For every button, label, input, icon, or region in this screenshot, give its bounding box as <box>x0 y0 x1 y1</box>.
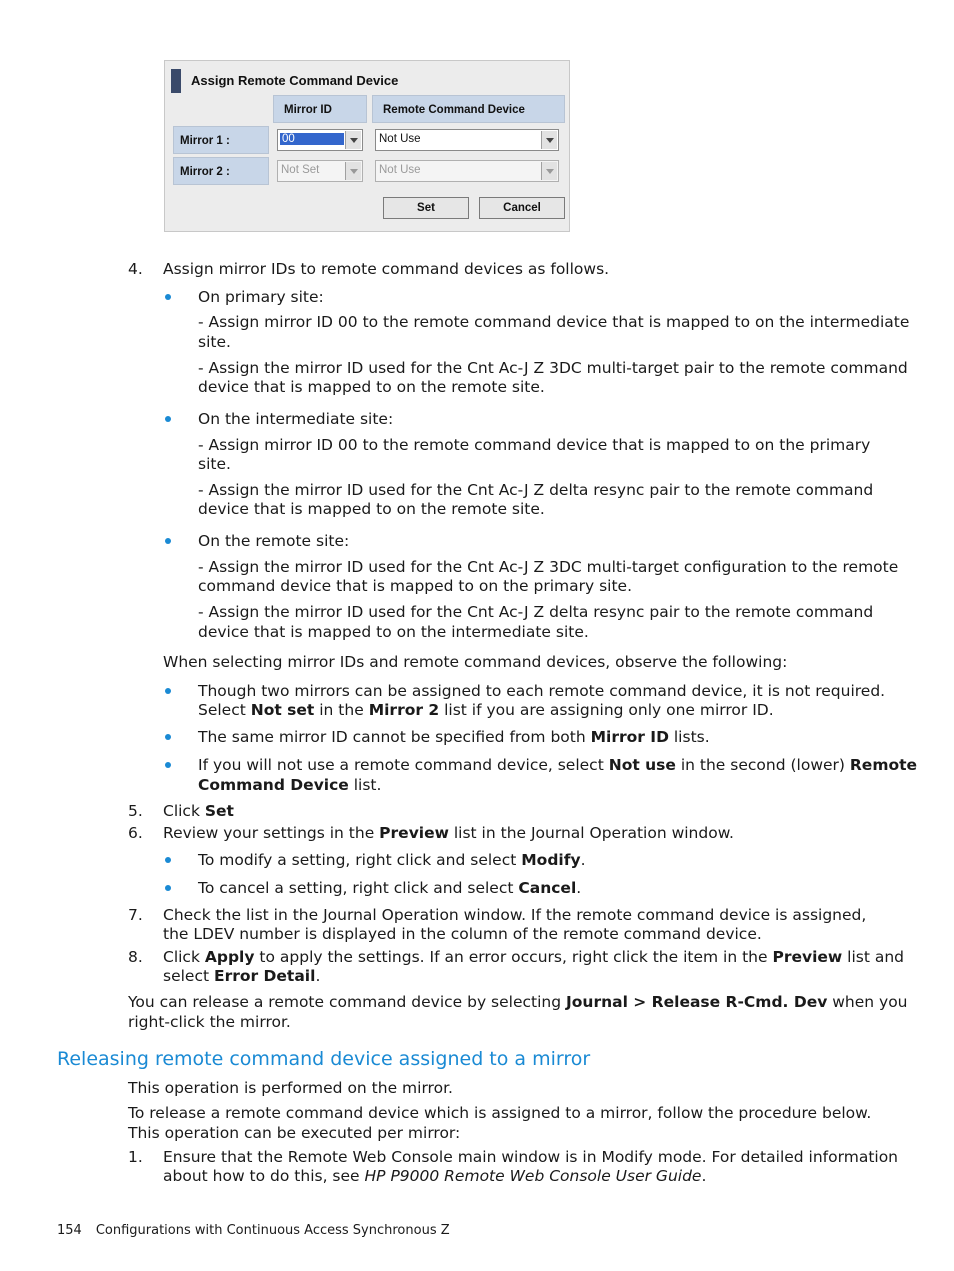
step-text: Review your settings in the Preview list in the Journal Operation window. <box>163 824 734 842</box>
remote-command-device-column-header: Remote Command Device <box>372 95 565 123</box>
bullet-icon <box>165 538 171 544</box>
bullet-icon <box>165 294 171 300</box>
mirror-2-mirror-id-value: Not Set <box>281 164 320 176</box>
paragraph-line: site. <box>198 455 231 473</box>
paragraph-line: You can release a remote command device by selecting Journal > Release R-Cmd. Dev when you <box>128 993 908 1011</box>
step-number: 1. <box>128 1148 143 1166</box>
bullet-icon <box>165 762 171 768</box>
bullet-text-continued: Select Not set in the Mirror 2 list if you are assigning only one mirror ID. <box>198 701 774 719</box>
step-number: 8. <box>128 948 143 966</box>
bullet-text: On primary site: <box>198 288 324 306</box>
bullet-text: To modify a setting, right click and select Modify. <box>198 851 586 869</box>
page-footer <box>57 1223 450 1238</box>
step-number: 6. <box>128 824 143 842</box>
paragraph-line: device that is mapped to on the intermediate site. <box>198 623 589 641</box>
paragraph-line: device that is mapped to on the remote site. <box>198 378 545 396</box>
paragraph-line: - Assign the mirror ID used for the Cnt Ac-J Z 3DC multi-target pair to the remote command <box>198 359 908 377</box>
mirror-1-mirror-id-value: 00 <box>280 133 344 145</box>
mirror-1-mirror-id-select[interactable] <box>277 129 363 151</box>
step-text: Ensure that the Remote Web Console main window is in Modify mode. For detailed information <box>163 1148 899 1166</box>
paragraph-line: This operation can be executed per mirror: <box>128 1124 461 1142</box>
bullet-icon <box>165 857 171 863</box>
page-number: 154 <box>57 1223 82 1238</box>
paragraph-line: - Assign mirror ID 00 to the remote command device that is mapped to on the primary <box>198 436 871 454</box>
chapter-title: Configurations with Continuous Access Synchronous Z <box>95 1223 450 1238</box>
paragraph-line: When selecting mirror IDs and remote command devices, observe the following: <box>163 653 788 671</box>
mirror-2-label: Mirror 2 : <box>173 157 269 185</box>
mirror-2-remote-command-device-select[interactable] <box>375 160 559 182</box>
chevron-down-icon[interactable] <box>345 131 361 149</box>
paragraph-line: - Assign mirror ID 00 to the remote command device that is mapped to on the intermediate <box>198 313 910 331</box>
bullet-icon <box>165 688 171 694</box>
mirror-id-column-header: Mirror ID <box>273 95 367 123</box>
bullet-text: The same mirror ID cannot be specified from both Mirror ID lists. <box>198 728 710 746</box>
set-button[interactable]: Set <box>383 197 469 219</box>
bullet-text: On the intermediate site: <box>198 410 394 428</box>
step-text-continued: the LDEV number is displayed in the column of the remote command device. <box>163 925 762 943</box>
step-text-continued: select Error Detail. <box>163 967 321 985</box>
paragraph-line: - Assign the mirror ID used for the Cnt Ac-J Z 3DC multi-target configuration to the remote <box>198 558 899 576</box>
step-text-continued: about how to do this, see HP P9000 Remote Web Console User Guide. <box>163 1167 707 1185</box>
step-text: Click Set <box>163 802 234 820</box>
step-number: 4. <box>128 260 143 278</box>
paragraph-line: right-click the mirror. <box>128 1013 291 1031</box>
step-text: Click Apply to apply the settings. If an error occurs, right click the item in the Preview list and <box>163 948 905 966</box>
chevron-down-icon[interactable] <box>541 131 557 149</box>
step-number: 7. <box>128 906 143 924</box>
paragraph-line: This operation is performed on the mirror. <box>128 1079 453 1097</box>
bullet-icon <box>165 734 171 740</box>
step-text: Check the list in the Journal Operation window. If the remote command device is assigned, <box>163 906 867 924</box>
paragraph-line: - Assign the mirror ID used for the Cnt Ac-J Z delta resync pair to the remote command <box>198 481 874 499</box>
cancel-button[interactable]: Cancel <box>479 197 565 219</box>
assign-remote-command-device-dialog <box>164 60 570 232</box>
bullet-text: To cancel a setting, right click and select Cancel. <box>198 879 582 897</box>
mirror-2-remote-value: Not Use <box>379 164 421 176</box>
chevron-down-icon[interactable] <box>345 162 361 180</box>
bullet-text-continued: Command Device list. <box>198 776 382 794</box>
chevron-down-icon[interactable] <box>541 162 557 180</box>
bullet-text: On the remote site: <box>198 532 350 550</box>
bullet-text: Though two mirrors can be assigned to each remote command device, it is not required. <box>198 682 886 700</box>
paragraph-line: To release a remote command device which is assigned to a mirror, follow the procedure below. <box>128 1104 872 1122</box>
paragraph-line: device that is mapped to on the remote site. <box>198 500 545 518</box>
step-number: 5. <box>128 802 143 820</box>
dialog-title: Assign Remote Command Device <box>191 73 399 88</box>
bullet-icon <box>165 416 171 422</box>
bullet-icon <box>165 885 171 891</box>
paragraph-line: site. <box>198 333 231 351</box>
step-text: Assign mirror IDs to remote command devices as follows. <box>163 260 610 278</box>
mirror-1-label: Mirror 1 : <box>173 126 269 154</box>
paragraph-line: command device that is mapped to on the primary site. <box>198 577 633 595</box>
mirror-2-mirror-id-select[interactable] <box>277 160 363 182</box>
title-bar-accent <box>171 69 181 93</box>
mirror-1-remote-command-device-select[interactable] <box>375 129 559 151</box>
section-heading: Releasing remote command device assigned to a mirror <box>57 1048 591 1070</box>
bullet-text: If you will not use a remote command device, select Not use in the second (lower) Remote <box>198 756 918 774</box>
paragraph-line: - Assign the mirror ID used for the Cnt Ac-J Z delta resync pair to the remote command <box>198 603 874 621</box>
mirror-1-remote-value: Not Use <box>379 133 421 145</box>
